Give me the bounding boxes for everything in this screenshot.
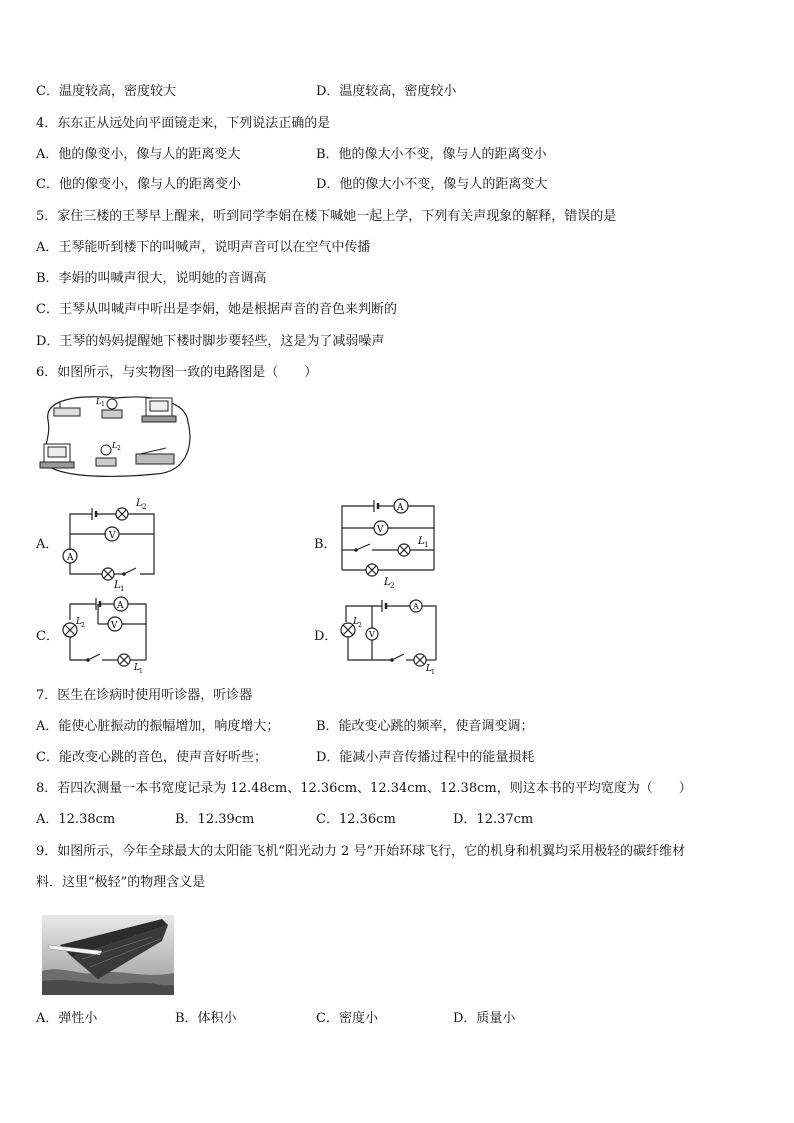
q4-option-a[interactable]: A．他的像变小，像与人的距离变大 xyxy=(36,147,241,162)
q7-option-a[interactable]: A．能使心脏振动的振幅增加，响度增大； xyxy=(36,719,280,734)
circuit-a xyxy=(56,496,166,592)
solar-plane-photo xyxy=(42,915,174,995)
q6-stem: 6．如图所示，与实物图一致的电路图是（ ） xyxy=(36,365,318,380)
svg-text:2: 2 xyxy=(117,445,121,452)
q3-option-d[interactable]: D．温度较高，密度较小 xyxy=(316,84,457,99)
q8-option-c[interactable]: C．12.36cm xyxy=(316,812,396,827)
q5-stem: 5．家住三楼的王琴早上醒来，听到同学李娟在楼下喊她一起上学，下列有关声现象的解释，错误的是 xyxy=(36,209,617,224)
svg-text:2: 2 xyxy=(142,503,147,511)
q7-option-c[interactable]: C．能改变心跳的音色，使声音好听些； xyxy=(36,750,267,765)
svg-text:L: L xyxy=(426,664,432,674)
svg-text:1: 1 xyxy=(424,541,429,549)
svg-text:L: L xyxy=(384,577,391,588)
svg-text:L: L xyxy=(353,617,359,627)
svg-text:L: L xyxy=(114,580,121,591)
q9-option-b[interactable]: B．体积小 xyxy=(175,1011,237,1026)
svg-text:1: 1 xyxy=(139,668,143,675)
svg-text:L: L xyxy=(136,498,143,509)
q9-stem-line2: 料．这里“极轻”的物理含义是 xyxy=(36,875,206,890)
q5-option-a[interactable]: A．王琴能听到楼下的叫喊声，说明声音可以在空气中传播 xyxy=(36,240,371,255)
svg-text:2: 2 xyxy=(81,622,85,629)
svg-text:V: V xyxy=(369,630,375,639)
q9-option-d[interactable]: D．质量小 xyxy=(453,1011,516,1026)
q5-option-b[interactable]: B．李娟的叫喊声很大，说明她的音调高 xyxy=(36,271,267,286)
physical-circuit-figure xyxy=(36,392,196,480)
svg-text:L: L xyxy=(96,397,102,406)
q8-stem: 8．若四次测量一本书宽度记录为 12.48cm、12.36cm、12.34cm、12.38cm，则这本书的平均宽度为（ ） xyxy=(36,781,692,796)
svg-text:L: L xyxy=(418,536,425,547)
svg-text:A: A xyxy=(117,601,124,611)
circuit-d xyxy=(336,596,440,676)
q7-option-b[interactable]: B．能改变心跳的频率，使音调变调； xyxy=(316,719,534,734)
q7-option-d[interactable]: D．能减小声音传播过程中的能量损耗 xyxy=(316,750,535,765)
q6-option-c[interactable]: C． xyxy=(36,629,59,644)
circuit-c xyxy=(58,594,158,676)
svg-text:2: 2 xyxy=(390,582,395,590)
q5-option-d[interactable]: D．王琴的妈妈提醒她下楼时脚步要轻些，这是为了减弱噪声 xyxy=(36,334,385,349)
q4-stem: 4．东东正从远处向平面镜走来，下列说法正确的是 xyxy=(36,116,331,131)
q6-option-d[interactable]: D． xyxy=(314,629,338,644)
svg-text:A: A xyxy=(397,503,404,513)
q8-option-b[interactable]: B．12.39cm xyxy=(175,812,255,827)
q9-stem-line1: 9．如图所示，今年全球最大的太阳能飞机“阳光动力 2 号”开始环球飞行，它的机身和机翼均采用极轻的碳纤维材 xyxy=(36,844,686,859)
svg-text:V: V xyxy=(111,621,118,631)
circuit-b xyxy=(334,490,444,590)
svg-text:L: L xyxy=(76,617,82,627)
q3-option-c[interactable]: C．温度较高，密度较大 xyxy=(36,84,176,99)
svg-text:A: A xyxy=(413,602,419,611)
svg-text:L: L xyxy=(112,441,118,450)
svg-text:2: 2 xyxy=(358,622,362,629)
q6-option-b[interactable]: B． xyxy=(314,537,337,552)
q7-stem: 7．医生在诊病时使用听诊器，听诊器 xyxy=(36,688,253,703)
q9-option-a[interactable]: A．弹性小 xyxy=(36,1011,98,1026)
q4-option-c[interactable]: C．他的像变小，像与人的距离变小 xyxy=(36,177,241,192)
svg-text:1: 1 xyxy=(101,401,105,408)
q9-option-c[interactable]: C．密度小 xyxy=(316,1011,378,1026)
svg-text:1: 1 xyxy=(431,669,435,676)
svg-text:1: 1 xyxy=(120,585,125,592)
svg-text:L: L xyxy=(134,663,140,673)
svg-text:A: A xyxy=(67,553,74,563)
svg-text:V: V xyxy=(109,531,116,541)
q8-option-d[interactable]: D．12.37cm xyxy=(453,812,534,827)
q8-option-a[interactable]: A．12.38cm xyxy=(36,812,116,827)
q6-option-a[interactable]: A． xyxy=(36,537,59,552)
q4-option-b[interactable]: B．他的像大小不变，像与人的距离变小 xyxy=(316,147,547,162)
q5-option-c[interactable]: C．王琴从叫喊声中听出是李娟，她是根据声音的音色来判断的 xyxy=(36,302,397,317)
svg-text:V: V xyxy=(377,525,384,535)
q4-option-d[interactable]: D．他的像大小不变，像与人的距离变大 xyxy=(316,177,548,192)
